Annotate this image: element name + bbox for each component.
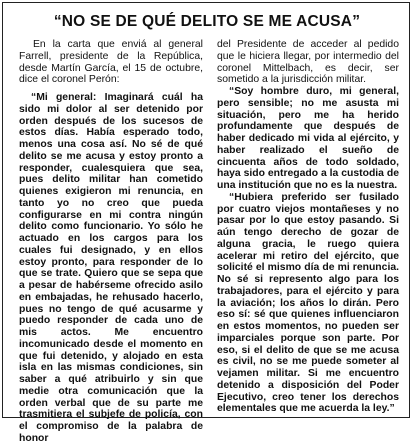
letter-paragraph-2: “Soy hombre duro, mi general, pero sensible; no me asusta mi situación, pero me ha herido profundamente que después de haber dedicado mi vida al ejército, y haber realizado el sueño de cincuenta años de todo soldado, haya sido entregado a la custodia de una institución que no es la nuestra. [217,86,399,191]
letter-paragraph-3: “Hubiera preferido ser fusilado por cuatro viejos montañeses y no pasar por lo que estoy pasando. Si aún tengo derecho de gozar de alguna gracia, le ruego quiera acelerar mi retiro del ejército, que solicité el mismo día de mi renuncia. No sé si represento algo para los trabajadores, para el ejército y para la aviación; los años lo dirán. Pero eso sí: sé que quienes influenciaron en estos momentos, no pueden ser imparciales porque son parte. Por eso, si el delito de que se me acusa es civil, no se me puede someter al vejamen militar. Si me encuentro detenido a disposición del Poder Ejecutivo, creo tener los derechos elementales que me acuerda la ley.” [217,191,399,415]
left-column [19,39,203,445]
right-column [217,39,399,415]
article-title: “NO SE DE QUÉ DELITO SE ME ACUSA” [53,13,361,30]
intro-paragraph: En la carta que enviá al general Farrell, presidente de la República, desde Martín García, el 15 de octubre, dice el coronel Perón: [19,39,203,86]
letter-quote-start: “Mi general: Imaginará cuál ha sido mi dolor al ser detenido por orden después de los sucesos de estos días. Había esperado todo, menos una cosa así. No sé de qué delito se me acusa y estoy pronto a responder, cualesquiera que sea, pues delito militar han cometido quienes exigieron mi renuncia, en tanto yo no creo que pueda configurarse en mi contra ningún delito como funcionario. Yo sólo he actuado en los cargos para los cuales fui designado, y en ellos estoy pronto, para responder de lo que se trate. Quiero que se sepa que a pesar de habérseme ofrecido asilo en embajadas, he rehusado hacerlo, pues no tengo de qué acusarme y puedo responder de cada uno de mis actos. Me encuentro incomunicado desde el momento en que fui detenido, y alojado en esta isla en las mismas condiciones, sin saber a qué atribuirlo y sin que medie otra comunicación que la orden verbal que de su parte me trasmitiera el subjefe de policía, con el compromiso de la palabra de honor [19,92,203,444]
article-frame [2,2,410,444]
letter-continuation: del Presidente de acceder al pedido que le hiciera llegar, por intermedio del coronel Mittelbach, es decir, ser sometido a la jurisdicción militar. [217,39,399,86]
